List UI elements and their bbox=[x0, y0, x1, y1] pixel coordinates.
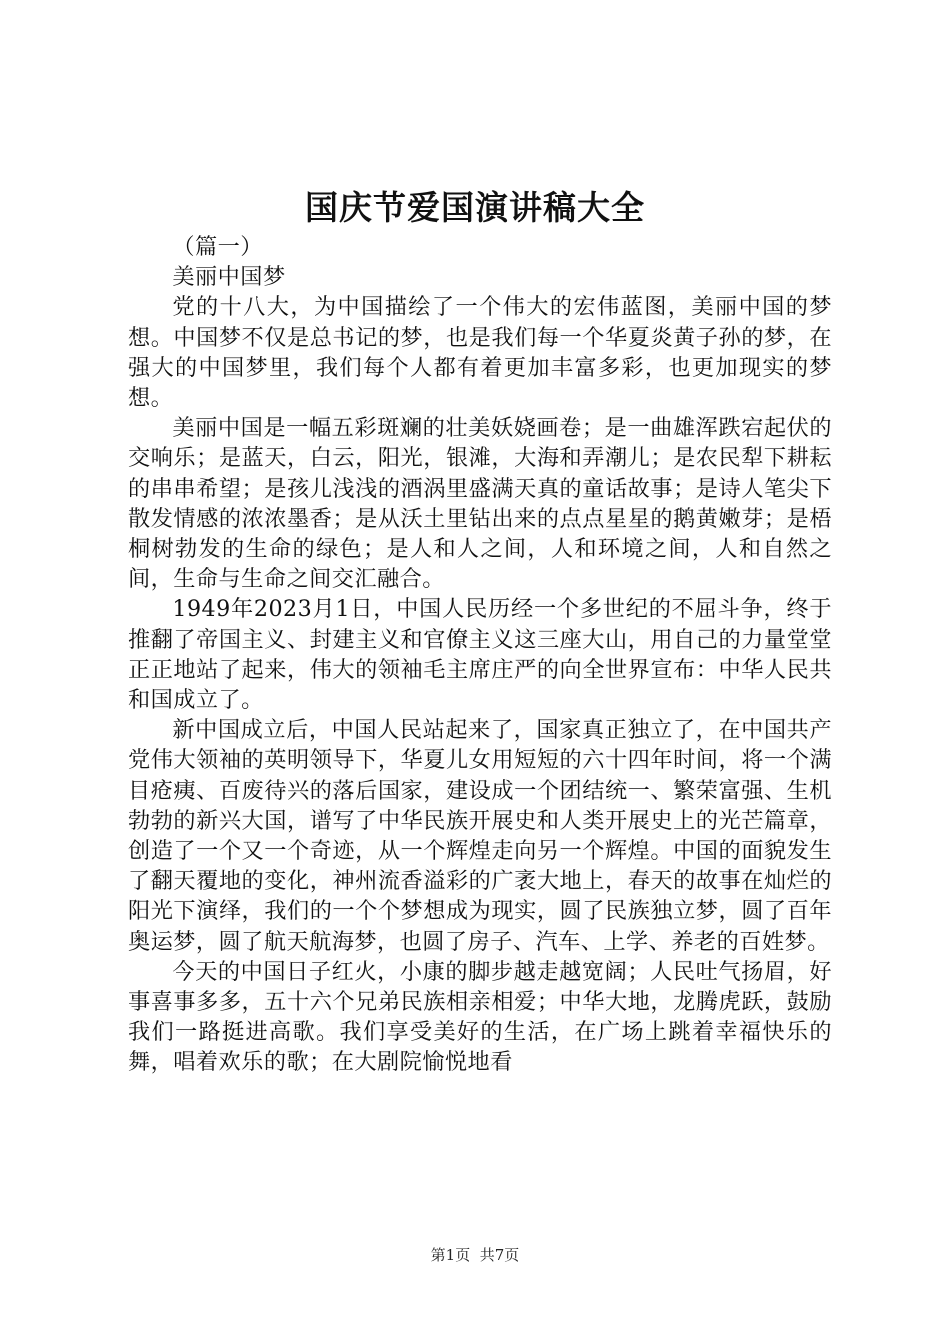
page-total: 共7页 bbox=[479, 1246, 520, 1264]
section-label: （篇一） bbox=[172, 234, 263, 260]
section-heading: 美丽中国梦 bbox=[172, 264, 286, 291]
document-title: 国庆节爱国演讲稿大全 bbox=[305, 188, 645, 227]
page-footer bbox=[0, 1245, 950, 1265]
page-number: 第1页 bbox=[430, 1246, 471, 1264]
paragraph: 新中国成立后，中国人民站起来了，国家真正独立了，在中国共产党伟大领袖的英明领导下，华夏儿女用短短的六十四年时间，将一个满目疮痍、百废待兴的落后国家，建设成一个团结统一、繁荣富强、生机勃勃的新兴大国，谱写了中华民族开展史和人类开展史上的光芒篇章，创造了一个又一个奇迹，从一个辉煌走向另一个辉煌。中国的面貌发生了翻天覆地的变化，神州流香溢彩的广袤大地上，春天的故事在灿烂的阳光下演绎，我们的一个个梦想成为现实，圆了民族独立梦，圆了百年奥运梦，圆了航天航海梦，也圆了房子、汽车、上学、养老的百姓梦。 bbox=[128, 717, 832, 955]
paragraph: 美丽中国是一幅五彩斑斓的壮美妖娆画卷；是一曲雄浑跌宕起伏的交响乐；是蓝天，白云，阳光，银滩，大海和弄潮儿；是农民犁下耕耘的串串希望；是孩儿浅浅的酒涡里盛满天真的童话故事；是诗人笔尖下散发情感的浓浓墨香；是从沃土里钻出来的点点星星的鹅黄嫩芽；是梧桐树勃发的生命的绿色；是人和人之间，人和环境之间，人和自然之间，生命与生命之间交汇融合。 bbox=[128, 415, 832, 593]
paragraph: 党的十八大，为中国描绘了一个伟大的宏伟蓝图，美丽中国的梦想。中国梦不仅是总书记的梦，也是我们每一个华夏炎黄子孙的梦，在强大的中国梦里，我们每个人都有着更加丰富多彩，也更加现实的梦想。 bbox=[128, 294, 832, 412]
document-body bbox=[128, 232, 832, 1078]
paragraph: 1949年2023月1日，中国人民历经一个多世纪的不屈斗争，终于推翻了帝国主义、封建主义和官僚主义这三座大山，用自己的力量堂堂正正地站了起来，伟大的领袖毛主席庄严的向全世界宣布：中华人民共和国成立了。 bbox=[128, 596, 832, 714]
paragraph: 今天的中国日子红火，小康的脚步越走越宽阔；人民吐气扬眉，好事喜事多多，五十六个兄弟民族相亲相爱；中华大地，龙腾虎跃，鼓励我们一路挺进高歌。我们享受美好的生活，在广场上跳着幸福快乐的舞，唱着欢乐的歌；在大剧院愉悦地看 bbox=[128, 958, 832, 1076]
